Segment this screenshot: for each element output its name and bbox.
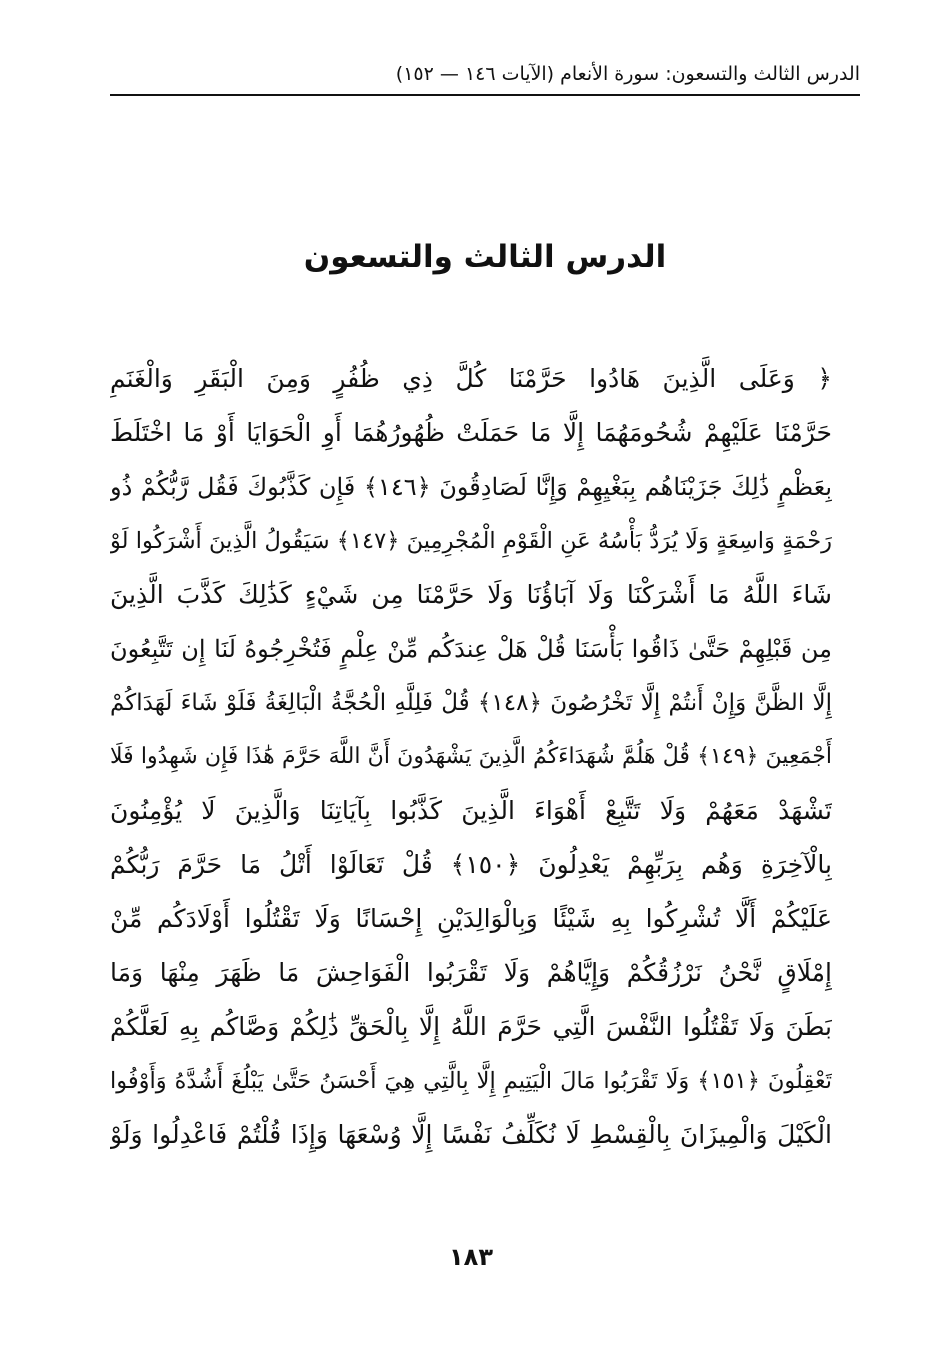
verse-line: تَعْقِلُونَ ﴿١٥١﴾ وَلَا تَقْرَبُوا مَالَ الْيَتِيمِ إِلَّا بِالَّتِي هِيَ أَحْسَنُ حَتَّىٰ يَبْلُغَ أَشُدَّهُ وَأَوْفُوا	[110, 1068, 832, 1094]
verse-line: أَجْمَعِينَ ﴿١٤٩﴾ قُلْ هَلُمَّ شُهَدَاءَكُمُ الَّذِينَ يَشْهَدُونَ أَنَّ اللَّهَ حَرَّمَ هَٰذَا فَإِن شَهِدُوا فَلَا	[110, 744, 832, 769]
verse-line: تَشْهَدْ مَعَهُمْ وَلَا تَتَّبِعْ أَهْوَاءَ الَّذِينَ كَذَّبُوا بِآيَاتِنَا وَالَّذِينَ لَا يُؤْمِنُونَ	[110, 796, 832, 825]
verse-line: الْكَيْلَ وَالْمِيزَانَ بِالْقِسْطِ لَا نُكَلِّفُ نَفْسًا إِلَّا وُسْعَهَا وَإِذَا قُلْتُمْ فَاعْدِلُوا وَلَوْ	[110, 1120, 832, 1149]
verse-line: ﴿ وَعَلَى الَّذِينَ هَادُوا حَرَّمْنَا كُلَّ ذِي ظُفُرٍ وَمِنَ الْبَقَرِ وَالْغَنَمِ	[110, 364, 832, 393]
verse-line: إِمْلَاقٍ نَّحْنُ نَرْزُقُكُمْ وَإِيَّاهُمْ وَلَا تَقْرَبُوا الْفَوَاحِشَ مَا ظَهَرَ مِنْهَا وَمَا	[110, 958, 832, 987]
page-number: ١٨٣	[449, 1243, 493, 1271]
verse-line: إِلَّا الظَّنَّ وَإِنْ أَنتُمْ إِلَّا تَخْرُصُونَ ﴿١٤٨﴾ قُلْ فَلِلَّهِ الْحُجَّةُ الْبَالِغَةُ فَلَوْ شَاءَ لَهَدَاكُمْ	[110, 690, 832, 716]
running-header: الدرس الثالث والتسعون: سورة الأنعام (الآيات ١٤٦ — ١٥٢)	[395, 63, 860, 85]
header-divider	[110, 94, 860, 96]
verse-line: بَطَنَ وَلَا تَقْتُلُوا النَّفْسَ الَّتِي حَرَّمَ اللَّهُ إِلَّا بِالْحَقِّ ذَٰلِكُمْ وَصَّاكُم بِهِ لَعَلَّكُمْ	[110, 1012, 832, 1041]
verse-line: مِن قَبْلِهِمْ حَتَّىٰ ذَاقُوا بَأْسَنَا قُلْ هَلْ عِندَكُم مِّنْ عِلْمٍ فَتُخْرِجُوهُ لَنَا إِن تَتَّبِعُونَ	[110, 635, 832, 663]
verse-line: عَلَيْكُمْ أَلَّا تُشْرِكُوا بِهِ شَيْئًا وَبِالْوَالِدَيْنِ إِحْسَانًا وَلَا تَقْتُلُوا أَوْلَادَكُم مِّنْ	[110, 904, 832, 933]
verse-line: بِعَظْمٍ ذَٰلِكَ جَزَيْنَاهُم بِبَغْيِهِمْ وَإِنَّا لَصَادِقُونَ ﴿١٤٦﴾ فَإِن كَذَّبُوكَ فَقُل رَّبُّكُمْ ذُو	[110, 473, 832, 501]
verse-line: رَحْمَةٍ وَاسِعَةٍ وَلَا يُرَدُّ بَأْسُهُ عَنِ الْقَوْمِ الْمُجْرِمِينَ ﴿١٤٧﴾ سَيَقُولُ الَّذِينَ أَشْرَكُوا لَوْ	[110, 528, 832, 554]
verse-line: بِالْآخِرَةِ وَهُم بِرَبِّهِمْ يَعْدِلُونَ ﴿١٥٠﴾ قُلْ تَعَالَوْا أَتْلُ مَا حَرَّمَ رَبُّكُمْ	[110, 850, 832, 879]
lesson-title: الدرس الثالث والتسعون	[303, 239, 667, 275]
verse-block	[110, 352, 832, 1222]
verse-line: حَرَّمْنَا عَلَيْهِمْ شُحُومَهُمَا إِلَّا مَا حَمَلَتْ ظُهُورُهُمَا أَوِ الْحَوَايَا أَوْ مَا اخْتَلَطَ	[110, 418, 832, 447]
verse-line: شَاءَ اللَّهُ مَا أَشْرَكْنَا وَلَا آبَاؤُنَا وَلَا حَرَّمْنَا مِن شَيْءٍ كَذَٰلِكَ كَذَّبَ الَّذِينَ	[110, 580, 832, 609]
